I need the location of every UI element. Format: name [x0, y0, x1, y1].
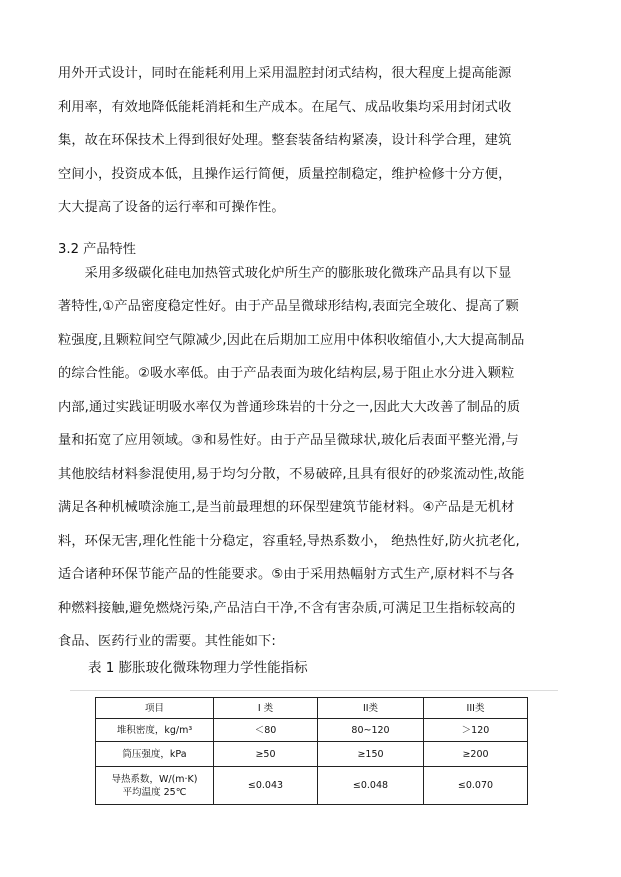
- body-line: 种燃料接触,避免燃烧污染,产品洁白干净,不含有害杂质,可满足卫生指标较高的: [58, 601, 516, 616]
- intro-line: 利用率，有效地降低能耗消耗和生产成本。在尾气、成品收集均采用封闭式收: [58, 100, 512, 115]
- body-line: 粒强度,且颗粒间空气隙减少,因此在后期加工应用中体积收缩值小,大大提高制品: [58, 333, 525, 348]
- table-cell: 80~120: [318, 719, 424, 742]
- row-label: 筒压强度，kPa: [96, 742, 214, 767]
- table-cell: ≥200: [424, 742, 528, 767]
- intro-line: 空间小，投资成本低，且操作运行简便，质量控制稳定，维护检修十分方便，: [58, 167, 512, 182]
- table-cell: ＜80: [214, 719, 318, 742]
- table-caption: 表 1 膨胀玻化微珠物理力学性能指标: [88, 660, 308, 676]
- intro-line: 大大提高了设备的运行率和可操作性。: [58, 200, 285, 215]
- divider: [70, 690, 558, 691]
- row-label: 堆积密度，kg/m³: [96, 719, 214, 742]
- body-line: 其他胶结材料参混使用,易于均匀分散，不易破碎,且具有很好的砂浆流动性,故能: [58, 467, 525, 482]
- body-line: 满足各种机械喷涂施工,是当前最理想的环保型建筑节能材料。④产品是无机材: [58, 500, 515, 515]
- row-label-subline: 平均温度 25℃: [122, 786, 187, 798]
- table-cell: ＞120: [424, 719, 528, 742]
- header-cell: II类: [318, 698, 424, 719]
- body-line: 的综合性能。②吸水率低。由于产品表面为玻化结构层,易于阻止水分进入颗粒: [58, 366, 515, 381]
- table-cell: ≥50: [214, 742, 318, 767]
- table-header-row: [96, 698, 528, 719]
- properties-table: [95, 697, 528, 805]
- intro-line: 集，故在环保技术上得到很好处理。整套装备结构紧凑，设计科学合理，建筑: [58, 133, 512, 148]
- row-label: [96, 767, 214, 805]
- header-cell: I 类: [214, 698, 318, 719]
- body-line: 食品、医药行业的需要。其性能如下:: [58, 634, 276, 649]
- body-line: 适合诸种环保节能产品的性能要求。⑤由于采用热幅射方式生产,原材料不与各: [58, 567, 515, 582]
- table-row: [96, 742, 528, 767]
- table-cell: ≤0.048: [318, 767, 424, 805]
- section-heading: 3.2 产品特性: [58, 242, 136, 257]
- table-cell: ≤0.043: [214, 767, 318, 805]
- header-cell: III类: [424, 698, 528, 719]
- table-row: [96, 767, 528, 805]
- table-cell: ≥150: [318, 742, 424, 767]
- intro-line: 用外开式设计，同时在能耗利用上采用温腔封闭式结构，很大程度上提高能源: [58, 66, 512, 81]
- body-line: 著特性,①产品密度稳定性好。由于产品呈微球形结构,表面完全玻化、提高了颗: [58, 299, 519, 314]
- table-cell: ≤0.070: [424, 767, 528, 805]
- header-cell: 项目: [96, 698, 214, 719]
- table-row: [96, 719, 528, 742]
- body-line: 采用多级碳化硅电加热管式玻化炉所生产的膨胀玻化微珠产品具有以下显: [58, 266, 512, 281]
- row-label-line: 导热系数，W/(m·K): [111, 773, 198, 785]
- body-line: 量和拓宽了应用领域。③和易性好。由于产品呈微球状,玻化后表面平整光滑,与: [58, 433, 519, 448]
- body-line: 料，环保无害,理化性能十分稳定，容重轻,导热系数小， 绝热性好,防火抗老化,: [58, 534, 520, 549]
- body-line: 内部,通过实践证明吸水率仅为普通珍珠岩的十分之一,因此大大改善了制品的质: [58, 400, 521, 415]
